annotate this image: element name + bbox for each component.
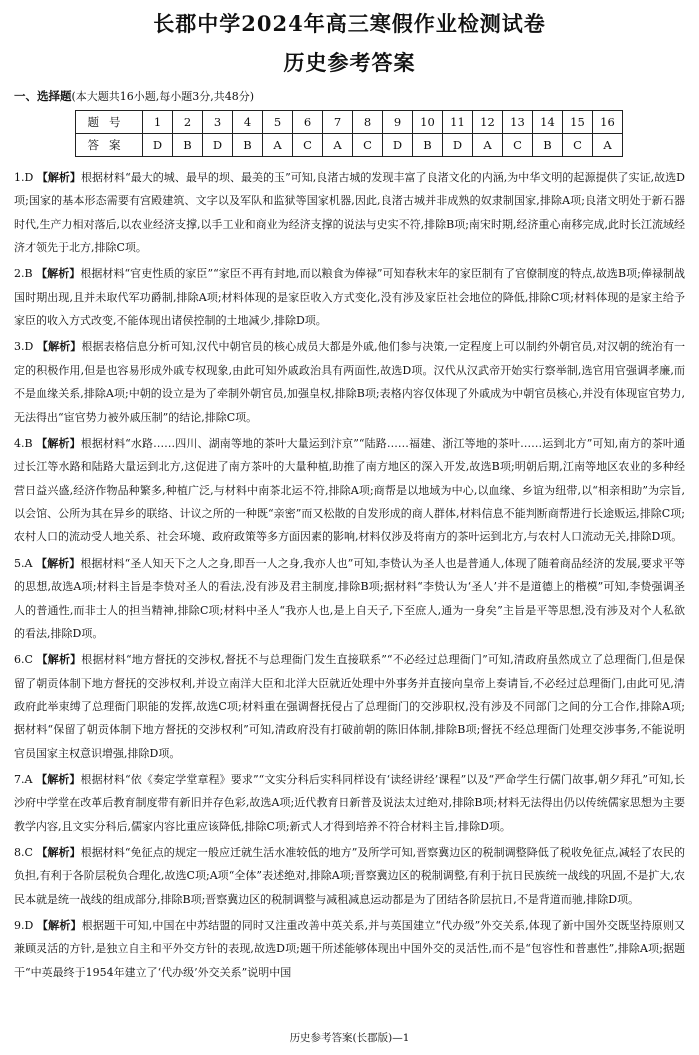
answer-number: 3.D — [14, 340, 34, 354]
answer-row — [76, 134, 623, 157]
explanation-item — [14, 914, 685, 984]
answer-cell: D — [443, 134, 473, 157]
explanation-list — [14, 166, 685, 987]
question-number-cell: 3 — [203, 111, 233, 134]
question-number-cell: 6 — [293, 111, 323, 134]
answer-cell: A — [323, 134, 353, 157]
section-heading — [14, 88, 254, 104]
explanation-text: 根据材料“水路……四川、湖南等地的茶叶大量运到汴京”“陆路……福建、浙江等地的茶叶……运到北方”可知,南方的茶叶通过长江等水路和陆路大量运到北方,这促进了南方茶叶的大量种植,助推了南方地区的深入开发,故选B项;明朝后期,江南等地区农业的多种经营日益兴盛,经济作物品种繁多,种植广泛,与材料中南茶北运不符,排除A项;商帮是以地域为中心,以血缘、乡谊为纽带,以“相亲相助”为宗旨,以会馆、公所为其在异乡的联络、计议之所的一种既“亲密”而又松散的自发形成的商人群体,材料信息不能判断商帮进行长途贩运,排除C项;农村人口的流动受人地关系、社会环境、政府政策等多方面因素的影响,材料仅涉及将南方的茶叶运到北方,与农村人口流动无关,排除D项。 — [14, 436, 685, 544]
analysis-tag: 【解析】 — [37, 918, 82, 932]
analysis-tag: 【解析】 — [36, 171, 81, 184]
explanation-item — [14, 335, 685, 429]
answer-number: 5.A — [14, 556, 33, 570]
answer-number: 1.D — [14, 171, 34, 184]
answer-number: 6.C — [14, 653, 33, 667]
explanation-item — [14, 262, 685, 332]
question-number-cell: 13 — [503, 111, 533, 134]
analysis-tag: 【解析】 — [36, 653, 82, 667]
row-label-answer: 答案 — [76, 134, 143, 157]
explanation-text: 根据材料“免征点的规定一般应迁就生活水准较低的地方”及所学可知,晋察冀边区的税制调整降低了税收免征点,减轻了农民的负担,有利于各阶层税负合理化,故选C项;A项“全体”表述绝对,排除A项;晋察冀边区的税制调整,有利于抗日民族统一战线的巩固,不是扩大,农民本就是统一战线的组成部分,排除B项;晋察冀边区的税制调整与减租减息运动都是为了团结各阶层抗日,不是背道而驰,排除D项。 — [14, 845, 685, 906]
analysis-tag: 【解析】 — [36, 340, 82, 354]
answer-cell: B — [173, 134, 203, 157]
answer-cell: B — [233, 134, 263, 157]
answer-cell: D — [143, 134, 173, 157]
analysis-tag: 【解析】 — [36, 436, 81, 450]
answer-cell: B — [413, 134, 443, 157]
analysis-tag: 【解析】 — [36, 772, 81, 786]
answer-cell: D — [383, 134, 413, 157]
question-number-cell: 11 — [443, 111, 473, 134]
explanation-text: 根据材料“官吏性质的家臣”“家臣不再有封地,而以粮食为俸禄”可知春秋末年的家臣制有了官僚制度的特点,故选B项;俸禄制战国时期出现,且并未取代军功爵制,排除A项;材料体现的是家臣收入方式变化,没有涉及家臣社会地位的降低,排除C项;材料体现的是家主给予家臣的收入方式改变,不能体现出诸侯控制的土地减少,排除D项。 — [14, 267, 685, 328]
answer-number: 8.C — [14, 845, 33, 859]
explanation-item — [14, 552, 685, 646]
explanation-text: 根据材料“圣人知天下之人之身,即吾一人之身,我亦人也”可知,李贽认为圣人也是普通人,体现了随着商品经济的发展,要求平等的思想,故选A项;材料主旨是李贽对圣人的看法,没有涉及君主制度,排除B项;据材料“李贽认为‘圣人’并不是道德上的楷模”可知,李贽强调圣人的普通性,而非士人的担当精神,排除C项;材料中圣人“我亦人也,是上自天子,下至庶人,通为一身矣”主旨是平等思想,没有涉及对个人私欲的看法,排除D项。 — [14, 556, 686, 640]
question-number-cell: 16 — [593, 111, 623, 134]
question-number-cell: 7 — [323, 111, 353, 134]
page-title: 历史参考答案 — [283, 51, 416, 75]
answer-cell: C — [503, 134, 533, 157]
answer-table — [75, 110, 623, 157]
analysis-tag: 【解析】 — [36, 267, 81, 281]
question-number-cell: 14 — [533, 111, 563, 134]
answer-cell: A — [473, 134, 503, 157]
answer-cell: C — [353, 134, 383, 157]
question-number-cell: 12 — [473, 111, 503, 134]
question-number-cell: 2 — [173, 111, 203, 134]
explanation-item — [14, 432, 685, 549]
answer-number: 7.A — [14, 772, 33, 786]
answer-cell: C — [293, 134, 323, 157]
explanation-item — [14, 166, 685, 260]
answer-number: 2.B — [14, 267, 33, 281]
row-label-number: 题号 — [76, 111, 143, 134]
answer-cell: D — [203, 134, 233, 157]
analysis-tag: 【解析】 — [36, 845, 81, 859]
answer-number: 4.B — [14, 436, 33, 450]
question-number-cell: 4 — [233, 111, 263, 134]
question-number-row — [76, 111, 623, 134]
explanation-item — [14, 648, 685, 765]
section-label: 一、选择题 — [14, 89, 72, 103]
answer-cell: A — [593, 134, 623, 157]
question-number-cell: 8 — [353, 111, 383, 134]
exam-title: 长郡中学2024年高三寒假作业检测试卷 — [153, 11, 546, 36]
page-footer: 历史参考答案(长郡版)—1 — [289, 1032, 410, 1044]
explanation-text: 根据题干可知,中国在中苏结盟的同时又注重改善中英关系,并与英国建立“代办级”外交关系,体现了新中国外交既坚持原则又兼顾灵活的方针,是独立自主和平外交方针的表现,故选D项;题干所述能够体现出中国外交的灵活性,而不是“包容性和普惠性”,排除A项;据题干“中英最终于1954年建立了‘代办级’外交关系”说明中国 — [14, 918, 686, 979]
explanation-item — [14, 841, 685, 911]
question-number-cell: 10 — [413, 111, 443, 134]
explanation-text: 根据材料“地方督抚的交涉权,督抚不与总理衙门发生直接联系”“不必经过总理衙门”可知,清政府虽然成立了总理衙门,但是保留了朝贡体制下地方督抚的交涉权利,并设立南洋大臣和北洋大臣就近处理中外事务并直接向皇帝上奏请旨,不必经过总理衙门,由此可见,清政府此举束缚了总理衙门职能的发挥,故选C项;材料重在强调督抚侵占了总理衙门的交涉职权,没有涉及不同部门之间的分工合作,排除A项;据材料“保留了朝贡体制下地方督抚的交涉权利”可知,清政府没有打破前朝的陈旧体制,排除B项;督抚不经总理衙门处理交涉事务,不能说明官员国家主权意识增强,排除D项。 — [14, 653, 686, 760]
explanation-text: 根据材料“依《奏定学堂章程》要求”“文实分科后实科同样设有‘读经讲经’课程”以及“严命学生行儒门故事,朝夕拜孔”可知,长沙府中学堂在改革后教育制度带有新旧并存色彩,故选A项;近代教育日新普及说法太过绝对,排除B项;材料无法得出仍以传统儒家思想为主要教学内容,且文实分科后,儒家内容比重应该降低,排除C项;新式人才得到培养不符合材料主旨,排除D项。 — [14, 772, 686, 833]
explanation-text: 根据表格信息分析可知,汉代中朝官员的核心成员大都是外戚,他们参与决策,一定程度上可以制约外朝官员,对汉朝的统治有一定的积极作用,但是也容易形成外戚专权现象,由此可知外戚政治具有两面性,故选D项。汉代从汉武帝开始实行察举制,选官用官强调孝廉,而不是血缘关系,排除A项;中朝的设立是为了牵制外朝官员,加强皇权,排除B项;表格内容仅体现了外戚成为中朝官员核心,并没有体现宦官势力,无法得出“宦官势力被外戚压制”的结论,排除C项。 — [14, 340, 686, 424]
answer-number: 9.D — [14, 918, 34, 932]
question-number-cell: 9 — [383, 111, 413, 134]
question-number-cell: 15 — [563, 111, 593, 134]
answer-cell: C — [563, 134, 593, 157]
question-number-cell: 5 — [263, 111, 293, 134]
explanation-item — [14, 768, 685, 838]
answer-cell: B — [533, 134, 563, 157]
section-note: (本大题共16小题,每小题3分,共48分) — [71, 90, 255, 103]
analysis-tag: 【解析】 — [36, 556, 81, 570]
answer-cell: A — [263, 134, 293, 157]
explanation-text: 根据材料“最大的城、最早的坝、最美的玉”可知,良渚古城的发现丰富了良渚文化的内涵,为中华文明的起源提供了实证,故选D项;国家的基本形态需要有宫殿建筑、文字以及军队和监狱等国家机器,因此,良渚古城并非成熟的奴隶制国家,排除A项;良渚文明处于新石器时代,生产力相对落后,以农业经济支撑,以手工业和商业为经济支撑的说法与史实不符,排除B项;南宋时期,经济重心南移完成,此时长江流域经济才领先于北方,排除C项。 — [14, 171, 686, 255]
question-number-cell: 1 — [143, 111, 173, 134]
